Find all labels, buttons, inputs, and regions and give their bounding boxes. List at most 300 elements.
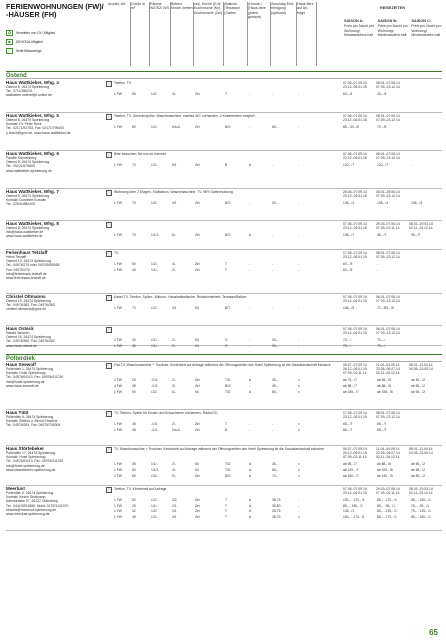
table-cell: 50 [132, 467, 136, 472]
info-icon [106, 152, 112, 158]
table-cell: Zei [195, 509, 200, 514]
table-cell: 1/2/- [151, 515, 158, 519]
table-cell: - [249, 201, 251, 206]
table-cell: 1/1/1 [151, 233, 159, 238]
table-cell: - [298, 262, 300, 267]
table-cell: 135,- /1 [343, 509, 355, 514]
table-cell: 1/2/- [151, 92, 158, 97]
entry-name: Haus Osteck [6, 326, 34, 331]
table-cell: Zei [195, 427, 200, 432]
table-row [6, 163, 442, 169]
address-line: info@hotel-spiekeroog.de [6, 463, 45, 468]
address-line: www.wattkieker-spiekeroog.de [6, 168, 52, 173]
season-date: 07.09.-23.12.14 [376, 118, 400, 123]
table-cell: 70,- /- [343, 338, 352, 343]
dehoga-icon: ■ [6, 39, 13, 45]
page-title: FERIENWOHNUNGEN (FW)/ -HÄUSER (FH) [6, 2, 104, 20]
table-cell: 75,- /- [377, 343, 386, 348]
table-cell: Kü [195, 389, 200, 394]
table-cell: 108,- /4 [411, 201, 423, 206]
address-line: Kontakt: Hotel Spiekeroog [6, 371, 46, 376]
table-cell: 6/a.A. [172, 125, 181, 130]
table-cell: 150,- - 170,- /1 [343, 515, 365, 519]
listing-entry [6, 326, 442, 346]
entry-description: Wohnung über 2 Etagen, Südbalkon, Waschmaschine, TV, HIFI Gartennutzung [114, 190, 233, 194]
table-cell: 26 [132, 378, 136, 383]
table-cell: 80 [132, 125, 136, 130]
entry-description: TV, Telefon, Spiele für Kinder und Erwachsene vorhanden, Radio/CD [114, 411, 218, 415]
season-date: 08.01.-07.06.14 [376, 251, 400, 255]
table-cell: ab 80,- /2 [411, 473, 425, 478]
header-raeume: Räume WZ/SZ/ WS [150, 2, 169, 11]
table-cell: - [249, 306, 251, 311]
address-line: Tel.: 04976/91113, Fax: 04976/911230 [6, 459, 64, 464]
season-date: 07.06.-07.09.14 [343, 222, 367, 226]
table-cell: 42 [132, 509, 136, 514]
table-cell: 1/1/- [151, 267, 158, 272]
table-cell: 1 FW [114, 92, 122, 97]
season-date: 06.07.-07.09.14 [343, 363, 367, 367]
table-cell: ab 75,- /7 [343, 378, 357, 383]
address-line: Ostend 8, 26474 Spiekeroog [6, 118, 50, 123]
table-cell: T/G [225, 467, 231, 472]
table-cell: - [298, 163, 300, 168]
address-line: Ostend 15, 26474 Spiekeroog [6, 299, 52, 304]
table-cell: 35-75 [272, 515, 281, 519]
table-cell: - [298, 201, 300, 206]
address-line: Tel.: 04976/275 oder 0407/6055958 [6, 263, 60, 268]
table-cell: T [225, 422, 228, 427]
entry-description: Telefon, TV, Kinderbett auf Anfrage [114, 487, 167, 491]
table-cell: 85,- /7 [343, 427, 353, 432]
entry-description: TV, Waschmaschine + Trockner, Kinderbett auf Anfrage während der Öffnungszeiten des Hotel Spiekeroog ist die Saunalandschaft inklusive [114, 447, 324, 451]
table-cell: ab 185,- /7 [343, 389, 359, 394]
table-cell: x [298, 389, 300, 394]
season-date: 23.05.-06.07.14 [376, 367, 400, 372]
season-date: 08.01.-29.03.14 [409, 222, 433, 226]
entry-description: Flat-TV, Waschmaschine + Trockner, Kinderbett auf Anfrage während der Öffnungszeiten des Hotel Spiekeroog ist die Saunalandschaft inklusive [114, 363, 331, 367]
table-cell: B/G [225, 233, 231, 238]
season-date: 08.01.-11.04.14 [409, 363, 433, 367]
table-cell: 120,- /7 [343, 163, 355, 168]
table-cell: 105,- /7 [343, 233, 355, 238]
table-cell: 126,- /4 [343, 201, 355, 206]
entry-name: Haus Wattkieker, Whg. 6 [6, 151, 59, 156]
table-cell: 1/2/- [151, 201, 158, 206]
table-cell: 1/3/- [151, 473, 158, 478]
listing-entry [6, 151, 442, 189]
table-cell: x [298, 473, 300, 478]
table-cell: T [225, 515, 228, 519]
table-cell: 85,- /10,-/6 [343, 125, 359, 130]
table-cell: 150,- - 170,- /1 [343, 498, 365, 503]
table-cell: 65,- /7 [377, 427, 387, 432]
table-row [6, 474, 442, 480]
table-cell: 45 [132, 515, 136, 519]
season-date: 29.03.-07.06.14 [376, 487, 400, 491]
table-cell: 2/- [172, 462, 176, 467]
address-line: Ostend 16, 26474 Spiekeroog [6, 335, 52, 340]
table-cell: 50,- [272, 201, 278, 206]
listing-entry [6, 113, 442, 151]
table-cell: Kü [195, 462, 200, 467]
table-cell: Zei [195, 378, 200, 383]
table-cell: x [298, 467, 300, 472]
season-date: 08.01.-07.06.14 [376, 327, 400, 331]
address-line: Tel.: 02171/51783, Fax: 02171/796400 [6, 126, 65, 131]
table-cell: A [249, 498, 252, 503]
header-betten: Betten/ Kinder-betten [171, 2, 193, 11]
table-cell: 35-75 [272, 498, 281, 503]
table-cell: - [298, 92, 300, 97]
table-cell: 85,- - 95,- /1 [377, 503, 395, 508]
season-date: 23.12.-06.01.15 [343, 299, 367, 304]
table-cell: - [298, 509, 300, 514]
table-cell: 4/- [172, 92, 176, 97]
table-cell: - [272, 267, 274, 272]
table-cell: 106,- /5 [343, 306, 355, 311]
address-line: Tel.: 04976/360, Fax: 04976/360 [6, 339, 55, 344]
table-cell: T/G [225, 378, 231, 383]
table-cell: 2/- [172, 267, 176, 272]
table-cell: -/1/1 [151, 422, 158, 427]
table-cell: G [225, 338, 228, 343]
table-cell: Zei [195, 262, 200, 267]
table-cell: A [249, 509, 252, 514]
table-cell: 1 FW [114, 509, 122, 514]
table-cell: G [225, 343, 228, 348]
header-anzahl: Anzahl, Art [108, 2, 126, 6]
table-cell: - [249, 422, 251, 427]
listing-entry [6, 486, 442, 531]
table-cell: 80,- [272, 389, 278, 394]
season-date: 23.12.-06.01.15 [343, 118, 367, 123]
table-cell: Zei [195, 503, 200, 508]
season-date: 02.11.-23.12.14 [409, 226, 433, 231]
table-cell: - [298, 503, 300, 508]
entry-name: Haus Wattkieker, Whg. 4 [6, 80, 59, 85]
table-cell: T [225, 92, 228, 97]
table-cell: Kü [195, 306, 200, 311]
table-cell: 1 FW [114, 503, 122, 508]
entry-name: Haus Wattkieker, Whg. 7 [6, 189, 59, 194]
table-cell: A [249, 467, 252, 472]
table-cell: 43,- /4 [377, 92, 387, 97]
table-cell: Zei [195, 515, 200, 519]
listing-entry [6, 410, 442, 446]
season-date: 08.01.-07.06.14 [376, 411, 400, 415]
table-cell: 75 [132, 201, 136, 206]
table-cell: -/1/1 [151, 378, 158, 383]
table-cell: 1/2/- [151, 498, 158, 503]
table-cell: 85,- - 150,- /1 [343, 503, 363, 508]
season-b: SAISON B: Preis pro Nacht pro Wohnung/ Mindestaufent-halt [377, 19, 408, 37]
table-cell: ab 88,- /6 [377, 383, 391, 388]
table-cell: 5/1 [172, 163, 177, 168]
entry-dates [343, 222, 444, 230]
table-cell: 1/3/- [151, 389, 158, 394]
table-cell: ab 50,- /2 [411, 383, 425, 388]
table-cell: 56 [132, 92, 136, 97]
table-cell: 70,- [272, 473, 278, 478]
table-cell: - [272, 427, 274, 432]
listing-entry [6, 250, 442, 294]
table-cell: - [249, 427, 251, 432]
address-line: Kontakt: Dr. Peter Heck [6, 122, 42, 127]
address-line: Polterdiek 9, 26474 Spiekeroog [6, 415, 54, 420]
table-cell: 2/- [172, 378, 176, 383]
table-cell: 1 FW [114, 389, 122, 394]
table-cell: 70 [132, 306, 136, 311]
table-cell: 1 FW [114, 462, 122, 467]
table-cell: A [249, 462, 252, 467]
table-row [6, 92, 442, 98]
table-cell: ab 40,- /2 [411, 378, 425, 383]
table-cell: 72,- /82,- /5 [377, 306, 394, 311]
season-date: 07.09.-02.11.14 [376, 491, 400, 496]
table-cell: 1/1/- [151, 343, 158, 348]
table-row [6, 428, 442, 434]
entry-description: TV [114, 251, 119, 255]
address-line: Polterdiek 1, 26474 Spiekeroog [6, 367, 54, 372]
table-cell: 1/2/- [151, 306, 158, 311]
address-line: Tel.: 02541/880405 [6, 202, 35, 207]
entry-name: Haus Wattkieker, Whg. 8 [6, 221, 59, 226]
table-cell: 2 FW [114, 473, 122, 478]
table-cell: 45 [132, 422, 136, 427]
table-cell: ab 98,- /7 [343, 462, 357, 467]
table-cell: 75,- - 125,- /1 [411, 509, 431, 514]
table-cell: ab 155,- /6 [377, 389, 393, 394]
season-date: 23.12.-06.01.15 [343, 85, 367, 90]
table-cell: 6/- [172, 389, 176, 394]
table-cell: -/1/1 [151, 427, 158, 432]
season-date: 23.12.-06.01.15 [343, 331, 367, 336]
season-date: 08.01.-11.04.14 [409, 447, 433, 451]
table-cell: 95,- /7 [377, 233, 387, 238]
table-cell: 60,- /5 [343, 267, 353, 272]
table-cell: Zei [195, 163, 200, 168]
table-cell: 1/2/- [151, 125, 158, 130]
table-cell: - [272, 163, 274, 168]
table-cell: 3/- [172, 383, 176, 388]
legend-page: □ Seite Bildanzeige [6, 46, 55, 55]
address-line: www.stoertebeker-spiekeroog.de [6, 467, 56, 472]
table-cell: 55,- [272, 467, 278, 472]
table-cell: 38 [132, 383, 136, 388]
address-line: hinweis@meerlust-spiekeroog.de [6, 507, 57, 512]
entry-description: Telefon, TV, Geschirrspüler, Waschmaschine, zweites WC vorhanden, 2 Kinderbetten möglich [114, 114, 255, 118]
table-cell: 2/- [172, 338, 176, 343]
entry-dates [343, 81, 444, 89]
info-icon [106, 295, 112, 301]
table-cell: ab 90,- /2 [411, 389, 425, 394]
table-cell: - [298, 267, 300, 272]
info-icon [106, 190, 112, 196]
address-line: www.haus-osteck.de [6, 343, 38, 348]
table-cell: - [298, 338, 300, 343]
table-cell: - [249, 338, 251, 343]
table-cell: 35-75 [272, 509, 281, 514]
season-date: 23.12.-06.01.15 [343, 255, 367, 260]
season-date: 07.06.-07.09.14 [343, 295, 367, 299]
table-cell: ab 65,- /6 [377, 378, 391, 383]
listing-entry [6, 446, 442, 486]
season-date: 07.06.-07.09.14 [343, 81, 367, 85]
header-sep: sep. Küche (Kü)/ Kochnische (Kn) Küchenzeile (Zei) [194, 2, 222, 15]
address-line: Tel.: 0441/9251888, Mobil: 0170/3132370 [6, 503, 69, 508]
address-line: Polterdiek 8, 26474 Spiekeroog [6, 491, 54, 496]
table-row [6, 201, 442, 207]
table-cell: T [225, 498, 228, 503]
table-row [6, 233, 442, 239]
table-cell: 1 FW [114, 201, 122, 206]
table-cell: - [298, 343, 300, 348]
table-cell: - [272, 92, 274, 97]
table-cell: 1 FW [114, 267, 122, 272]
address-line: info@ferienhaus-tetzlaff.de [6, 271, 47, 276]
table-cell: 3/1 [172, 509, 177, 514]
table-cell: - [249, 267, 251, 272]
entry-dates [343, 114, 444, 122]
page-number: 65 [429, 628, 438, 637]
table-cell: 25 [132, 503, 136, 508]
table-cell: ab 98,- /7 [343, 383, 357, 388]
address-line: Tel.: 04976/91113, Fax: 04976/911230 [6, 375, 64, 380]
table-cell: 63,- /4 [343, 92, 353, 97]
listing [6, 0, 442, 640]
address-line: Tel.: 0711/386231 [6, 89, 33, 94]
table-cell: 5/- [172, 473, 176, 478]
address-line: www.meerlust-spiekeroog.de [6, 511, 50, 516]
listing-entry [6, 80, 442, 113]
address-line: www.ferienhaus-tetzlaff.de [6, 275, 46, 280]
table-cell: ab 125,- /7 [343, 467, 359, 472]
address-line: Heinz Tetzlaff [6, 255, 27, 260]
table-cell: 50 [132, 262, 136, 267]
season-a: SAISON A: Preis pro Nacht pro Wohnung/ Mindestaufent-halt [344, 19, 375, 37]
address-line: info@haus-wattkieker.de [6, 230, 44, 235]
table-cell: 85,- - 160,- /1 [411, 515, 431, 519]
info-icon [106, 411, 112, 417]
address-line: info@hotel-spiekeroog.de [6, 379, 45, 384]
season-date: 07.09.-02.11.14 [376, 226, 400, 231]
season-date: 04.05.-23.05.14 [409, 451, 433, 456]
table-cell: 2 FW [114, 338, 122, 343]
season-date: 07.09.-23.12.14 [376, 85, 400, 90]
table-cell: 70 [132, 163, 136, 168]
season-date: 26.12.-06.01.15 [343, 451, 367, 456]
header-hunde: (Hunde-/ (Haus-tiere (jeden-gewicht) [248, 2, 266, 20]
table-cell: 2 FW [114, 378, 122, 383]
table-cell: 120,- /7 [377, 163, 389, 168]
table-cell: ab 105,- /6 [377, 467, 393, 472]
season-date: 23.12.-06.01.15 [343, 194, 367, 199]
season-date: 07.09.-23.12.14 [376, 156, 400, 161]
listing-entry [6, 362, 442, 410]
table-cell: 65,- /7 [343, 422, 353, 427]
entry-dates [343, 251, 444, 259]
table-cell: 108,- /4 [377, 201, 389, 206]
table-cell: Kü [195, 343, 200, 348]
entry-name: Meerlust [6, 486, 25, 491]
table-cell: B/G [225, 201, 231, 206]
address-line: Kontakt: Hotel Spiekeroog [6, 455, 46, 460]
table-cell: B/T [225, 306, 231, 311]
address-line: Ostend 8, 26474 Spiekeroog [6, 226, 50, 231]
season-date: 08.01.-28.06.14 [376, 190, 400, 194]
table-cell: - [249, 343, 251, 348]
table-cell: 1/2/- [151, 509, 158, 514]
table-cell: 2/- [172, 343, 176, 348]
season-date: 02.11.-26.12.14 [376, 455, 400, 460]
entry-dates [343, 295, 444, 303]
table-cell: x [298, 422, 300, 427]
region-heading: Ostend [6, 71, 442, 79]
table-cell: - [272, 306, 274, 311]
table-cell: Kü [195, 338, 200, 343]
entry-name: Christel Oltmanns [6, 294, 46, 299]
address-line: Familie Sönnenberg [6, 156, 37, 161]
table-cell: 65,- [272, 125, 278, 130]
season-date: 08.01.-07.06.14 [376, 114, 400, 118]
table-cell: - [249, 92, 251, 97]
table-cell: - [249, 383, 251, 388]
table-cell: 85,- - 170,- /1 [377, 515, 397, 519]
table-cell: 4/- [172, 467, 176, 472]
entry-dates [343, 487, 444, 495]
season-date: 29.03.-07.06.14 [376, 222, 400, 226]
table-row [6, 390, 442, 396]
table-row [6, 344, 442, 350]
season-date: 07.06.-07.09.14 [343, 487, 367, 491]
entry-description: Bitte besuchen Sie uns im Internet. [114, 152, 167, 156]
region-heading: Polterdiek [6, 354, 442, 362]
table-cell: 1 FW [114, 467, 122, 472]
season-date: 23.12.-06.01.15 [343, 226, 367, 231]
listing-entry [6, 189, 442, 221]
season-c: SAISON C: Preis pro Nacht pro Wohnung/ Mindestaufent-halt [411, 19, 442, 37]
entry-name: Haus Wattkieker, Whg. 5 [6, 113, 59, 118]
legend-member: ✿ Vermieter von Gr?-Mitglied [7, 30, 56, 35]
season-date: 11.04.-04.05.14 [376, 447, 400, 451]
season-date: 08.01.-07.06.14 [376, 152, 400, 156]
info-icon [106, 447, 112, 453]
address-line: Adenstrasse 37, 26122 Oldenburg [6, 499, 58, 504]
table-cell: Zei [195, 422, 200, 427]
address-line: wattkieker-ostend@t-online.de [6, 93, 52, 98]
table-cell: - [249, 125, 251, 130]
entry-name: Haus Störtebeker [6, 446, 45, 451]
table-cell: 85,- - 160,- /1 [411, 498, 431, 503]
season-date: 23.05.-06.07.14 [376, 451, 400, 456]
table-cell: A [249, 378, 252, 383]
table-cell: 2/a.A. [172, 427, 181, 432]
table-cell: 80,- /5 [343, 262, 353, 267]
address-line: Tel.: 04976/283, Fax: 04976/700004 [6, 423, 61, 428]
season-date: 07.06.-07.09.14 [343, 411, 367, 415]
table-cell: Zei [195, 498, 200, 503]
table-cell: 85,- - 135,- /1 [377, 509, 397, 514]
table-cell: 70,- /6 [377, 125, 387, 130]
table-cell: 40 [132, 267, 136, 272]
season-date: 08.01.-07.06.14 [376, 81, 400, 85]
table-cell: Zei [195, 267, 200, 272]
season-date: 23.12.-06.01.15 [343, 156, 367, 161]
table-cell: Zei [195, 383, 200, 388]
table-cell: B/G [225, 473, 231, 478]
table-cell: x [298, 378, 300, 383]
